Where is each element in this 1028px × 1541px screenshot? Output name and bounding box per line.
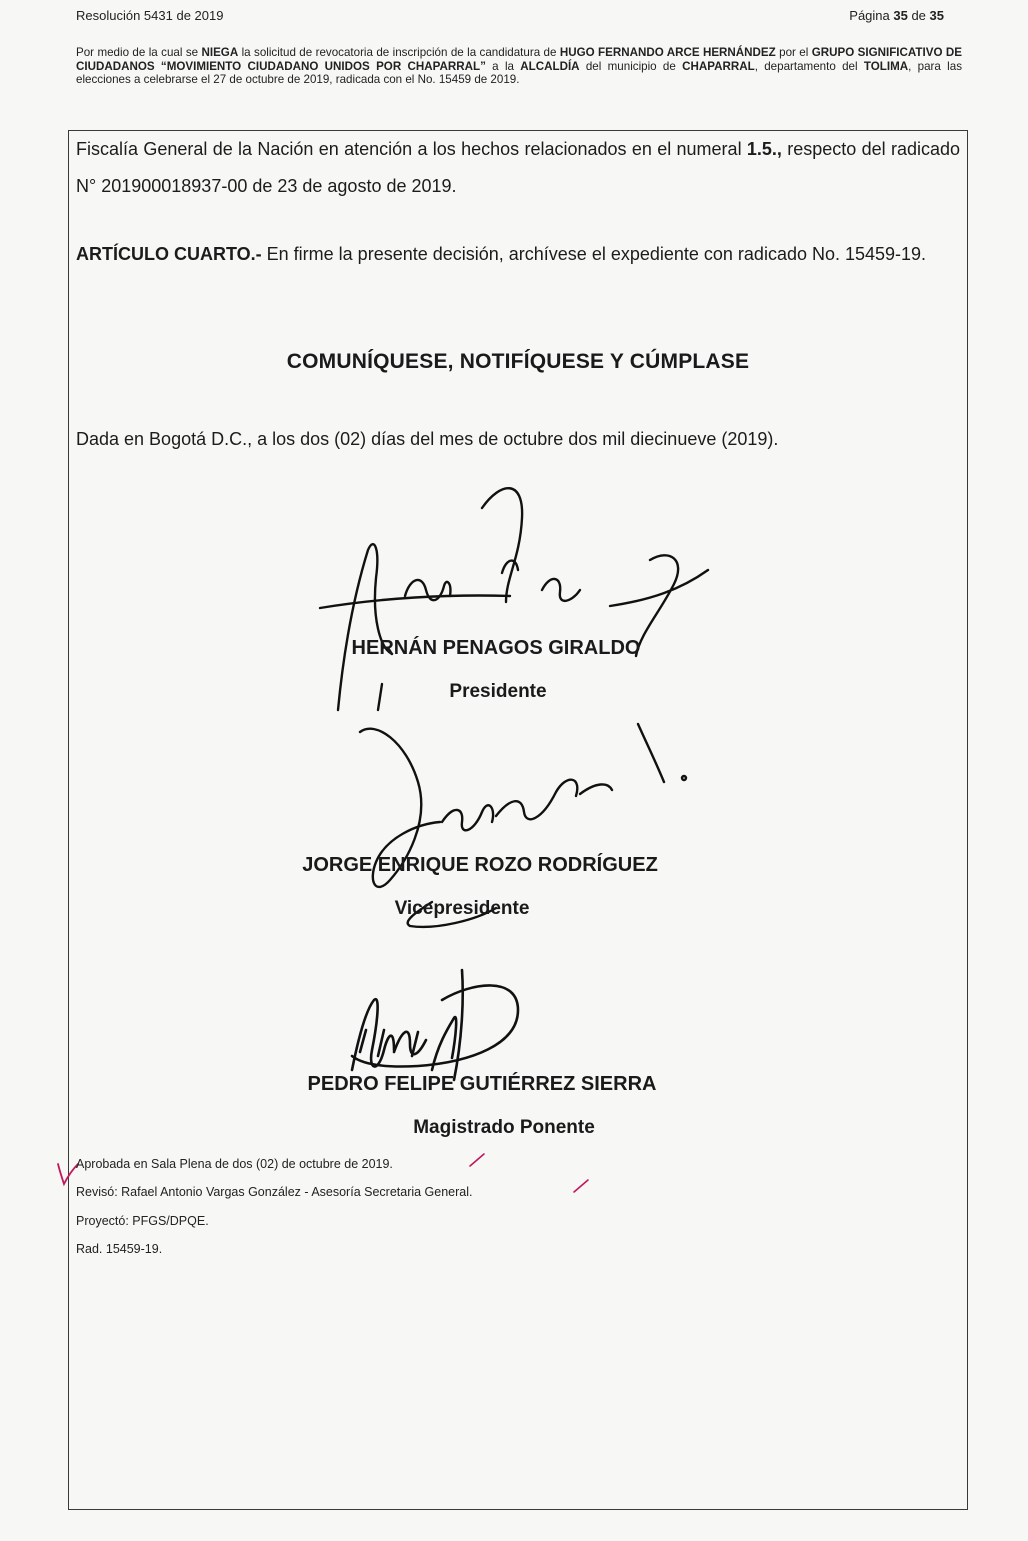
resolution-summary: Por medio de la cual se NIEGA la solicitud de revocatoria de inscripción de la candidatura de HUGO FERNANDO ARCE HERNÁNDEZ por el GRUPO SIGNIFICATIVO DE CIUDADANOS “MOVIMIENTO CIUDADANO UNIDOS POR CHAPARRAL” a la ALCALDÍA del municipio de CHAPARRAL, departamento del TOLIMA, para las elecciones a celebrarse el 27 de octubre de 2019, radicada con el No. 15459 de 2019.: [76, 46, 962, 87]
date-place-line: Dada en Bogotá D.C., a los dos (02) días del mes de octubre dos mil diecinueve (2019).: [76, 429, 779, 449]
footer-aprobada: Aprobada en Sala Plena de dos (02) de octubre de 2019.: [76, 1157, 393, 1171]
footer-radicado: Rad. 15459-19.: [76, 1242, 163, 1256]
signatory-1-role: Presidente: [449, 681, 547, 702]
page-total: 35: [929, 8, 944, 23]
signatory-3-name: PEDRO FELIPE GUTIÉRREZ SIERRA: [307, 1073, 657, 1095]
closing-heading: COMUNÍQUESE, NOTIFÍQUESE Y CÚMPLASE: [286, 350, 750, 373]
footer-proyecto: Proyectó: PFGS/DPQE.: [76, 1214, 209, 1228]
page-number: Página 35 de 35: [849, 8, 944, 23]
signatory-1-name: HERNÁN PENAGOS GIRALDO: [351, 637, 641, 659]
article-cuarto: ARTÍCULO CUARTO.- En firme la presente decisión, archívese el expediente con radicado No. 15459-19.: [76, 244, 927, 264]
footer-reviso: Revisó: Rafael Antonio Vargas González - Asesoría Secretaria General.: [76, 1185, 473, 1199]
page-current: 35: [893, 8, 908, 23]
resolution-number: Resolución 5431 de 2019: [76, 8, 224, 23]
content-frame: [68, 130, 968, 1510]
paragraph-fiscalia: Fiscalía General de la Nación en atención a los hechos relacionados en el numeral 1.5., respecto del radicado N° 201900018937-00 de 23 de agosto de 2019.: [76, 139, 960, 196]
signatory-2-name: JORGE ENRIQUE ROZO RODRÍGUEZ: [302, 854, 658, 876]
signatory-2-role: Vicepresidente: [394, 898, 530, 919]
signatory-3-role: Magistrado Ponente: [413, 1117, 595, 1138]
